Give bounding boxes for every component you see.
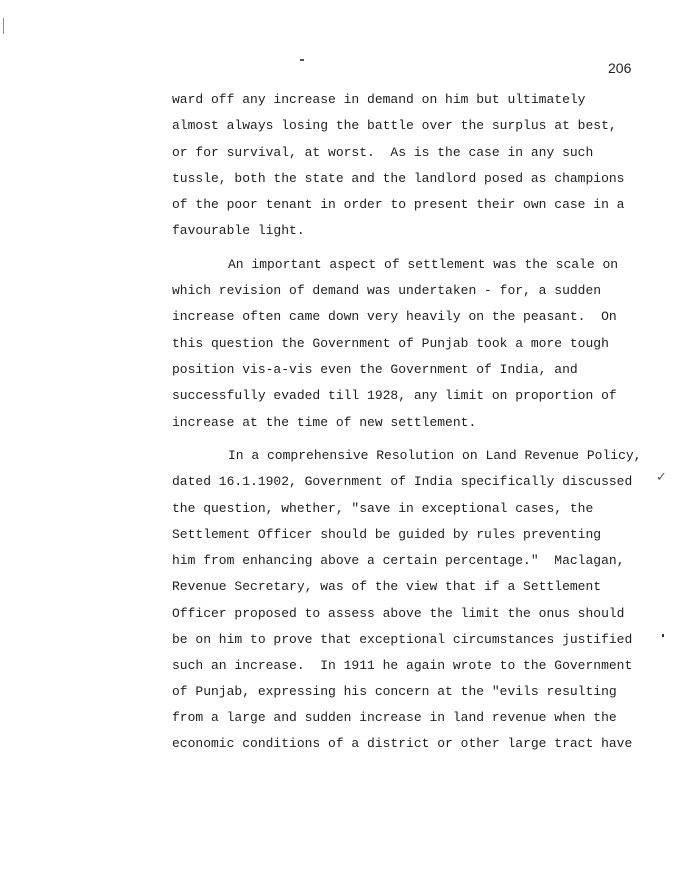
- text-line: successfully evaded till 1928, any limit on proportion of: [172, 388, 617, 403]
- text-line: favourable light.: [172, 223, 305, 238]
- text-line: dated 16.1.1902, Government of India specifically discussed: [172, 474, 633, 489]
- text-line: from a large and sudden increase in land revenue when the: [172, 710, 617, 725]
- text-line: almost always losing the battle over the surplus at best,: [172, 118, 617, 133]
- text-line: tussle, both the state and the landlord posed as champions: [172, 171, 625, 186]
- text-line: or for survival, at worst. As is the case in any such: [172, 145, 594, 160]
- text-line: him from enhancing above a certain percentage." Maclagan,: [172, 553, 625, 568]
- text-line: Revenue Secretary, was of the view that if a Settlement: [172, 579, 602, 594]
- text-line: position vis-a-vis even the Government of India, and: [172, 362, 578, 377]
- text-line: increase often came down very heavily on the peasant. On: [172, 309, 617, 324]
- text-line: An important aspect of settlement was the scale on: [228, 257, 619, 272]
- page-number: 206: [608, 60, 632, 76]
- scan-dash-mark: [300, 59, 304, 61]
- text-line: economic conditions of a district or other large tract have: [172, 736, 633, 751]
- text-line: this question the Government of Punjab took a more tough: [172, 336, 609, 351]
- text-line: Settlement Officer should be guided by rules preventing: [172, 527, 602, 542]
- text-line: such an increase. In 1911 he again wrote to the Government: [172, 658, 633, 673]
- text-line: ward off any increase in demand on him but ultimately: [172, 92, 586, 107]
- text-line: which revision of demand was undertaken - for, a sudden: [172, 283, 602, 298]
- text-line: of Punjab, expressing his concern at the "evils resulting: [172, 684, 617, 699]
- text-line: be on him to prove that exceptional circumstances justified: [172, 632, 633, 647]
- margin-dot-mark: [662, 634, 664, 637]
- text-line: increase at the time of new settlement.: [172, 415, 477, 430]
- text-line: of the poor tenant in order to present their own case in a: [172, 197, 625, 212]
- text-line: Officer proposed to assess above the limit the onus should: [172, 606, 625, 621]
- scan-edge-mark: [3, 18, 4, 34]
- margin-checkmark-icon: ✓: [656, 470, 667, 485]
- text-line: In a comprehensive Resolution on Land Revenue Policy,: [228, 448, 642, 463]
- text-line: the question, whether, "save in exceptional cases, the: [172, 501, 594, 516]
